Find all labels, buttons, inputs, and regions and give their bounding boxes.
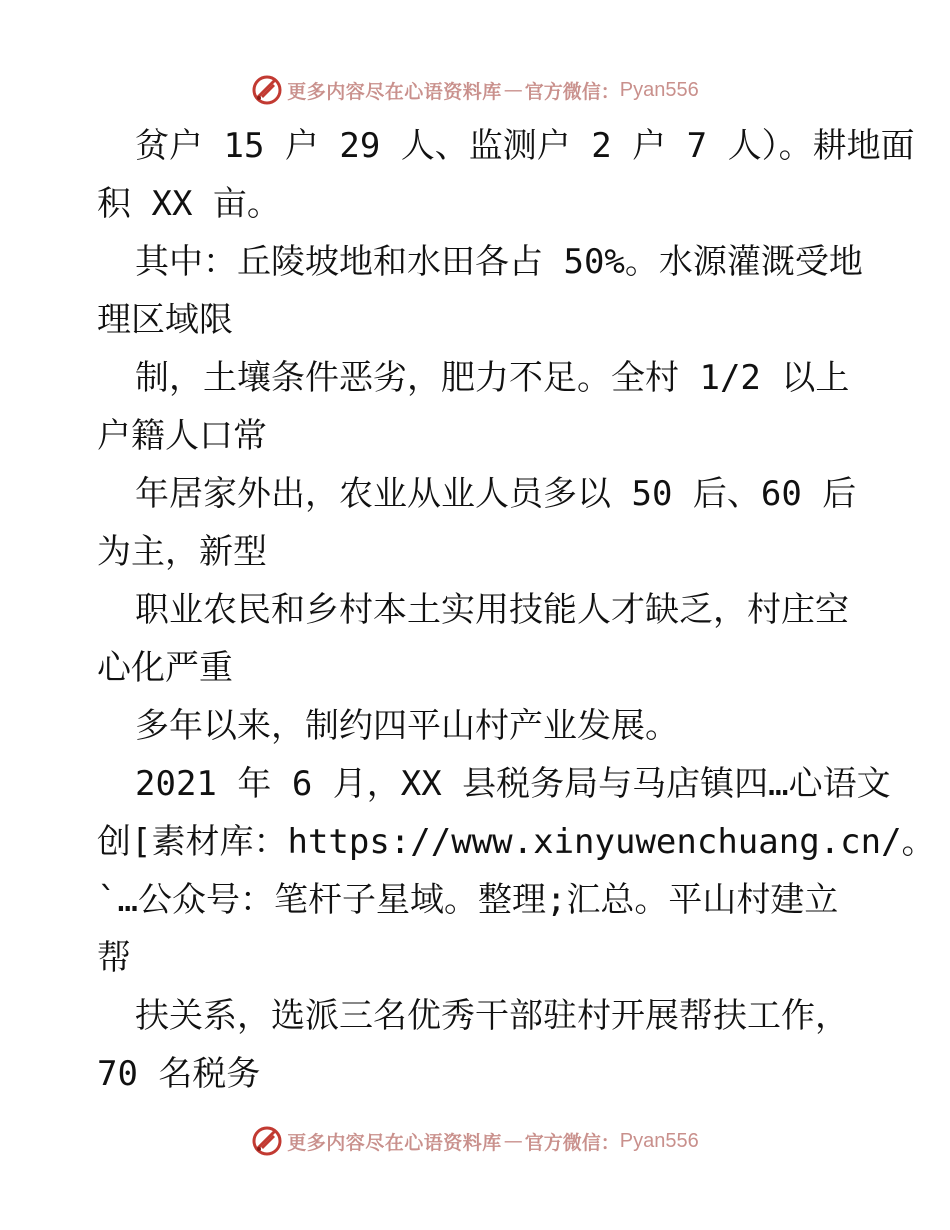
text-line: 多年以来，制约四平山村产业发展。 [135, 706, 679, 746]
watermark-label: 官方微信： [524, 1131, 620, 1154]
text-line: 70 名税务 [97, 1054, 261, 1094]
watermark-id: Pyan556 [619, 78, 699, 101]
watermark-text: 更多内容尽在心语资料库 [287, 80, 502, 103]
logo-icon [251, 74, 283, 106]
text-line: 户籍人口常 [97, 416, 267, 456]
text-line: 其中：丘陵坡地和水田各占 50%。水源灌溉受地 [135, 242, 863, 282]
watermark-label: 官方微信： [524, 80, 620, 103]
text-line: 2021 年 6 月，XX 县税务局与马店镇四…心语文 [135, 764, 891, 804]
text-line: 职业农民和乡村本土实用技能人才缺乏，村庄空 [135, 590, 849, 630]
footer-watermark [0, 1121, 950, 1161]
text-line: 帮 [97, 938, 131, 978]
text-line: 创[素材库：https://www.xinyuwenchuang.cn/。 [97, 822, 936, 862]
header-watermark [0, 70, 950, 110]
text-line: 扶关系，选派三名优秀干部驻村开展帮扶工作， [135, 996, 849, 1036]
text-line: `…公众号：笔杆子星域。整理;汇总。平山村建立 [97, 880, 839, 920]
watermark-separator: — [503, 1130, 523, 1152]
watermark-id: Pyan556 [619, 1129, 699, 1152]
text-line: 贫户 15 户 29 人、监测户 2 户 7 人）。耕地面 [135, 126, 915, 166]
watermark-separator: — [503, 79, 523, 101]
text-line: 心化严重 [97, 648, 233, 688]
watermark-text: 更多内容尽在心语资料库 [287, 1131, 502, 1154]
text-line: 积 XX 亩。 [97, 184, 281, 224]
text-line: 理区域限 [97, 300, 233, 340]
text-line: 年居家外出，农业从业人员多以 50 后、60 后 [135, 474, 857, 514]
logo-icon [251, 1125, 283, 1157]
text-line: 制，土壤条件恶劣，肥力不足。全村 1/2 以上 [135, 358, 850, 398]
text-line: 为主，新型 [97, 532, 267, 572]
